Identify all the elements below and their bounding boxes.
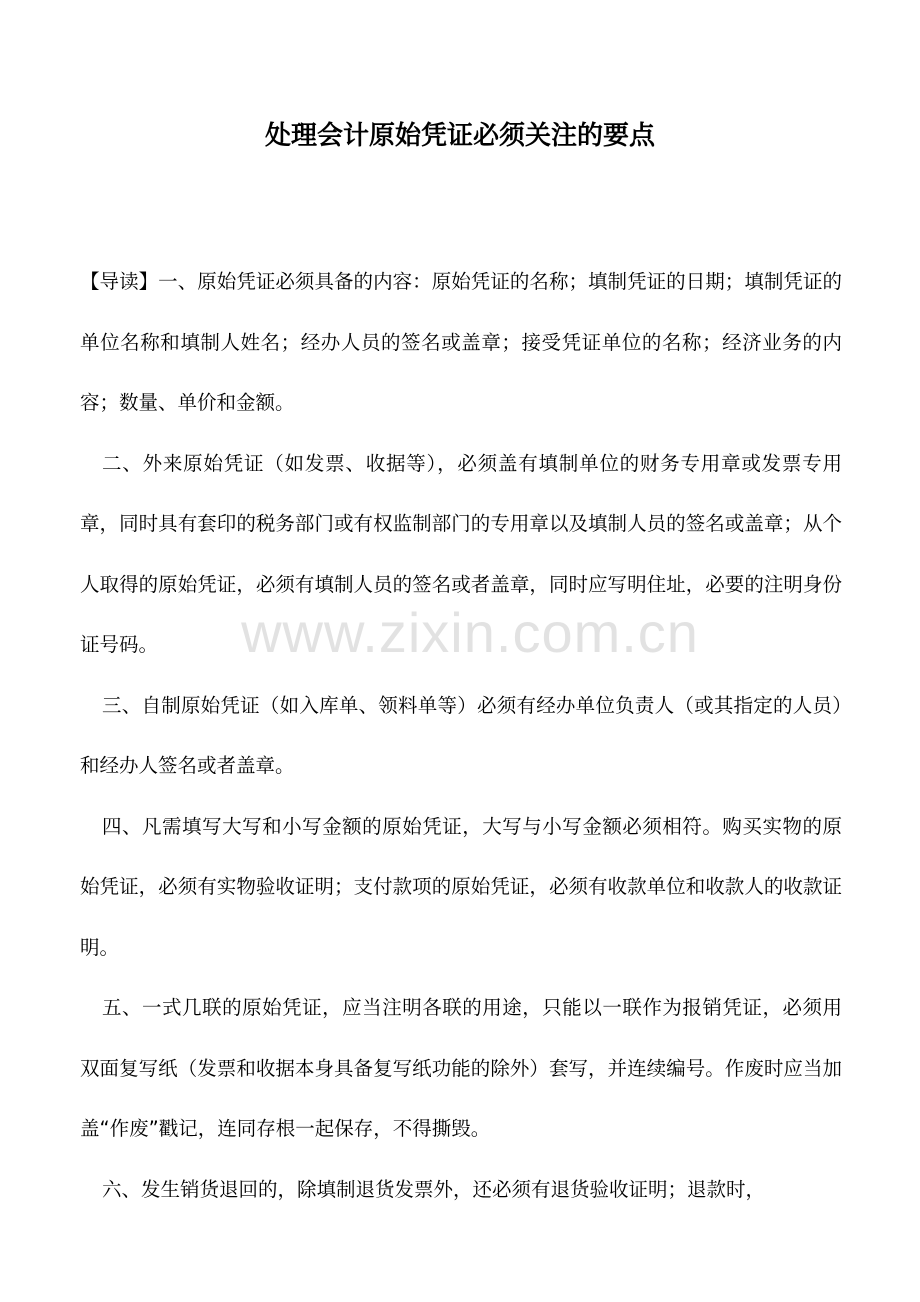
paragraph-5: 五、一式几联的原始凭证，应当注明各联的用途，只能以一联作为报销凭证，必须用双面复写纸（发票和收据本身具备复写纸功能的除外）套写，并连续编号。作废时应当加盖“作废”戳记，连同存根一起保存，不得撕毁。 — [80, 996, 842, 1140]
paragraph-6: 六、发生销货退回的，除填制退货发票外，还必须有退货验收证明；退款时， — [102, 1177, 766, 1201]
document-body — [80, 252, 842, 1220]
watermark: www.zixin.com.cn — [241, 601, 699, 664]
paragraph-4: 四、凡需填写大写和小写金额的原始凭证，大写与小写金额必须相符。购买实物的原始凭证，必须有实物验收证明；支付款项的原始凭证，必须有收款单位和收款人的收款证明。 — [80, 814, 842, 959]
paragraph-intro: 【导读】一、原始凭证必须具备的内容：原始凭证的名称；填制凭证的日期；填制凭证的单位名称和填制人姓名；经办人员的签名或盖章；接受凭证单位的名称；经济业务的内容；数量、单价和金额。 — [80, 270, 842, 414]
paragraph-2: 二、外来原始凭证（如发票、收据等），必须盖有填制单位的财务专用章或发票专用章，同时具有套印的税务部门或有权监制部门的专用章以及填制人员的签名或盖章；从个人取得的原始凭证，必须有填制人员的签名或者盖章，同时应写明住址，必要的注明身份证号码。 — [80, 451, 842, 656]
document-title: 处理会计原始凭证必须关注的要点 — [264, 121, 655, 151]
paragraph-3: 三、自制原始凭证（如入库单、领料单等）必须有经办单位负责人（或其指定的人员）和经办人签名或者盖章。 — [80, 693, 842, 777]
